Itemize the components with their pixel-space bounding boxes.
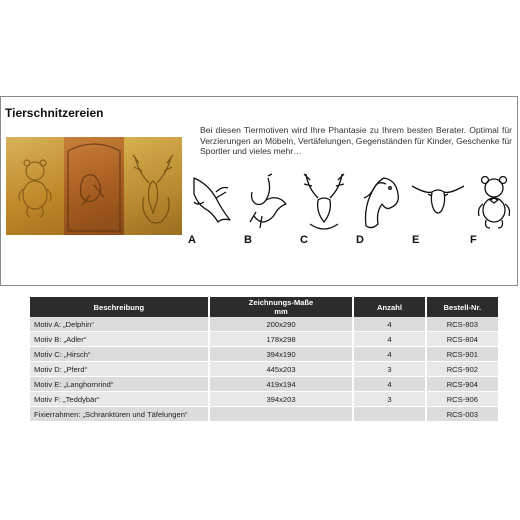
row-dimensions: 200x290 bbox=[209, 317, 354, 332]
table-row bbox=[30, 347, 498, 362]
column-header-quantity: Anzahl bbox=[353, 297, 425, 317]
row-order-number: RCS-803 bbox=[426, 317, 498, 332]
motif-e bbox=[410, 172, 462, 250]
row-quantity: 4 bbox=[353, 347, 425, 362]
section-title: Tierschnitzereien bbox=[5, 106, 104, 120]
table-row bbox=[30, 332, 498, 347]
photo-strip bbox=[6, 137, 182, 235]
eagle-icon bbox=[242, 172, 294, 234]
table-row bbox=[30, 407, 498, 422]
order-table bbox=[30, 297, 498, 422]
row-dimensions: 394x203 bbox=[209, 392, 354, 407]
row-dimensions: 178x298 bbox=[209, 332, 354, 347]
row-dimensions bbox=[209, 407, 354, 422]
row-order-number: RCS-904 bbox=[426, 377, 498, 392]
teddy-bear-icon bbox=[468, 172, 520, 234]
row-dimensions: 394x190 bbox=[209, 347, 354, 362]
table-row bbox=[30, 362, 498, 377]
table-header-row bbox=[30, 297, 498, 317]
row-dimensions: 445x203 bbox=[209, 362, 354, 377]
row-description: Motiv F: „Teddybär“ bbox=[30, 392, 209, 407]
row-description: Fixierrahmen: „Schranktüren und Täfelungen“ bbox=[30, 407, 209, 422]
motif-c bbox=[298, 172, 350, 250]
row-description: Motiv B: „Adler“ bbox=[30, 332, 209, 347]
table-row bbox=[30, 392, 498, 407]
row-quantity: 4 bbox=[353, 377, 425, 392]
row-order-number: RCS-003 bbox=[426, 407, 498, 422]
row-description: Motiv A: „Delphin“ bbox=[30, 317, 209, 332]
row-quantity: 3 bbox=[353, 392, 425, 407]
column-header-description: Beschreibung bbox=[30, 297, 209, 317]
eagle-door-photo bbox=[64, 137, 124, 235]
row-order-number: RCS-902 bbox=[426, 362, 498, 377]
horse-icon bbox=[354, 172, 406, 234]
motif-letter: C bbox=[300, 234, 308, 246]
row-order-number: RCS-901 bbox=[426, 347, 498, 362]
row-description: Motiv D: „Pferd“ bbox=[30, 362, 209, 377]
row-description: Motiv C: „Hirsch“ bbox=[30, 347, 209, 362]
motif-f bbox=[468, 172, 520, 250]
dolphin-icon bbox=[186, 172, 238, 234]
section-description: Bei diesen Tiermotiven wird Ihre Phantasie zu Ihrem besten Berater. Optimal für Verzierungen an Möbeln, Vertäfelungen, Gegenständen für Kinder, Geschenke für Sportler und vieles mehr… bbox=[200, 125, 512, 157]
row-order-number: RCS-906 bbox=[426, 392, 498, 407]
motif-b bbox=[242, 172, 294, 250]
motif-list bbox=[186, 172, 516, 250]
row-quantity bbox=[353, 407, 425, 422]
row-quantity: 3 bbox=[353, 362, 425, 377]
motif-a bbox=[186, 172, 238, 250]
column-header-order-number: Bestell-Nr. bbox=[426, 297, 498, 317]
table-row bbox=[30, 317, 498, 332]
row-order-number: RCS-804 bbox=[426, 332, 498, 347]
stag-carving-photo bbox=[124, 137, 182, 235]
column-header-dimensions: Zeichnungs-Maße mm bbox=[209, 297, 354, 317]
longhorn-icon bbox=[410, 172, 466, 234]
motif-letter: F bbox=[470, 234, 477, 246]
deer-icon bbox=[298, 172, 350, 234]
row-quantity: 4 bbox=[353, 332, 425, 347]
row-description: Motiv E: „Langhornrind“ bbox=[30, 377, 209, 392]
row-quantity: 4 bbox=[353, 317, 425, 332]
teddy-carving-photo bbox=[6, 137, 64, 235]
table-row bbox=[30, 377, 498, 392]
motif-d bbox=[354, 172, 406, 250]
motif-letter: D bbox=[356, 234, 364, 246]
motif-letter: B bbox=[244, 234, 252, 246]
row-dimensions: 419x194 bbox=[209, 377, 354, 392]
motif-letter: A bbox=[188, 234, 196, 246]
motif-letter: E bbox=[412, 234, 420, 246]
